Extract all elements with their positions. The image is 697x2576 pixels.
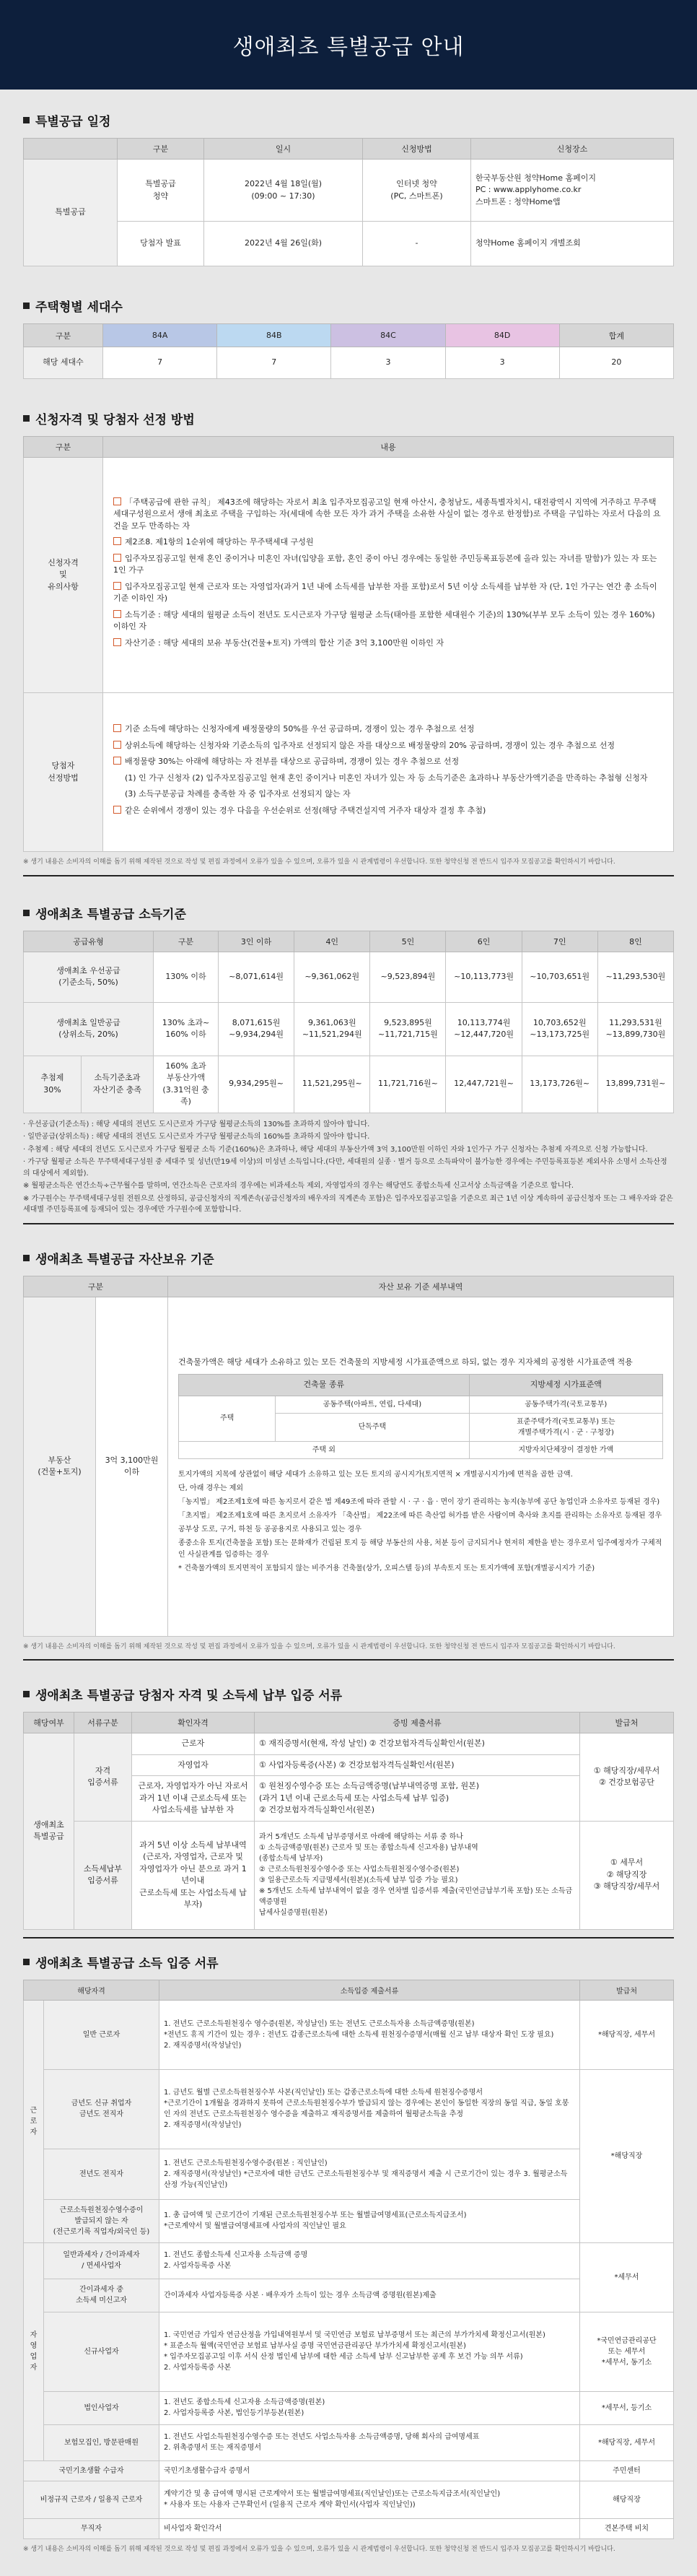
disclaimer-note: ※ 생기 내용은 소비자의 이해를 돕기 위해 제작된 것으로 작성 및 편집 과정에서 오류가 있을 수 있으며, 오류가 있을 시 관계법령이 우선합니다. 또한 청약신청 전 반드시 입주자 모집공고를 확인하시기 바랍니다.	[23, 2545, 615, 2553]
table-cell: 11,521,295원~	[294, 1056, 370, 1113]
table-cell: 인터넷 청약 (PC, 스마트폰)	[363, 160, 471, 222]
asset-title-text: 생애최초 특별공급 자산보유 기준	[35, 1252, 214, 1267]
table-cell: ① 해당직장/세무서 ② 건강보험공단	[580, 1733, 674, 1822]
disclaimer-note: ※ 생기 내용은 소비자의 이해를 돕기 위해 제작된 것으로 작성 및 편집 과정에서 오류가 있을 수 있으며, 오류가 있을 시 관계법령이 우선합니다. 또한 청약신청 전 반드시 입주자 모집공고를 확인하시기 바랍니다.	[23, 1642, 615, 1650]
qual-title-text: 신청자격 및 당첨자 선정 방법	[35, 413, 195, 427]
docs-section	[0, 1685, 697, 1938]
table-cell: 간이과세자 중 소득세 미신고자	[44, 2279, 159, 2312]
page-title: 생애최초 특별공급 안내	[232, 35, 465, 60]
table-cell: 당첨자 발표	[118, 222, 204, 266]
table-cell: 3	[445, 347, 559, 379]
bullet-square-icon	[23, 1255, 30, 1261]
table-cell: ~9,361,062원	[294, 952, 370, 1002]
header-cell: 구분	[24, 1276, 168, 1297]
asset-title	[23, 1249, 674, 1267]
table-cell: 130% 초과~ 160% 이하	[154, 1002, 219, 1056]
row-header: 생애최초 우선공급 (기준소득, 50%)	[24, 952, 154, 1002]
header-cell: 구분	[154, 931, 219, 952]
income-docs-section	[0, 1953, 697, 2555]
table-cell: 13,899,731원~	[597, 1056, 673, 1113]
table-cell: 10,703,652원 ~13,173,725원	[522, 1002, 597, 1056]
table-cell: 자영업자	[132, 1754, 255, 1776]
table-cell: 9,361,063원 ~11,521,294원	[294, 1002, 370, 1056]
list-item-text: 「주택공급에 관한 규칙」 제43조에 해당하는 자로서 최초 입주자모집공고일 현재 아산시, 충청남도, 세종특별자치시, 대전광역시 지역에 거주하고 무주택세대구성원으로서 생애 최초로 주택을 구입하는 자(세대에 속한 모든 자가 과거 주택을 소유한 사실이 없는 경우로 한정함)로 주택을 구입하는 자로서 다음의 요건을 모두 만족하는 자	[113, 497, 661, 531]
note-line: ※ 가구원수는 무주택세대구성원 전원으로 산정하되, 공급신청자의 직계존속(공급신청자의 배우자의 직계존속 포함)은 입주자모집공고일을 기준으로 최근 1년 이상 계속하여 공급신청자 또는 그 배우자와 같은 세대별 주민등록표에 등재되어 있는 경우에만 가구원수에 포함합니다.	[23, 1194, 673, 1214]
row-header: 특별공급	[24, 160, 118, 266]
income-docs-title-text: 생애최초 특별공급 소득 입증 서류	[35, 1956, 219, 1971]
table-cell: 일반 근로자	[44, 2000, 159, 2069]
list-item	[113, 740, 663, 752]
header-cell: 발급처	[580, 1713, 674, 1733]
checkbox-icon	[113, 638, 121, 646]
table-cell: 주민센터	[580, 2460, 674, 2481]
checkbox-icon	[113, 610, 121, 618]
table-cell: 과거 5년 이상 소득세 납부내역 (근로자, 자영업자, 근로자 및 자영업자가 아닌 분으로 과거 1년이내 근로소득세 또는 사업소득세 납부자)	[132, 1821, 255, 1929]
banner	[0, 0, 697, 90]
table-cell: 한국부동산원 청약Home 홈페이지 PC : www.applyhome.co.kr 스마트폰 : 청약Home앱	[471, 160, 674, 222]
table-cell: 주택	[179, 1396, 276, 1441]
table-cell: 금년도 신규 취업자 금년도 전직자	[44, 2069, 159, 2149]
income-title	[23, 904, 674, 922]
table-cell: 계약기간 및 총 급여액 명시된 근로계약서 또는 월별급여명세표(직인날인)또는 근로소득지급조서(직인날인) * 사용자 또는 사용자 근무확인서 (일용직 근로자 계약 확인서(사업자 직인날인))	[159, 2481, 580, 2518]
land-rule: 단, 아래 경우는 제외	[178, 1484, 244, 1492]
checkbox-icon	[113, 757, 121, 765]
units-table	[23, 323, 674, 379]
header-cell: 신청장소	[471, 139, 674, 160]
table-cell: 공동주택가격(국토교통부)	[469, 1396, 662, 1413]
table-cell: 12,447,721원~	[446, 1056, 522, 1113]
bullet-square-icon	[23, 117, 30, 123]
table-cell: 2022년 4월 26일(화)	[204, 222, 363, 266]
income-docs-table	[23, 1980, 674, 2539]
header-cell: 구분	[24, 324, 103, 347]
bullet-square-icon	[23, 303, 30, 309]
header-cell: 구분	[118, 139, 204, 160]
table-cell: 국민기초생활수급자 증명서	[159, 2460, 580, 2481]
table-cell: 1. 총 급여액 및 근로기간이 기재된 근로소득원천징수부 또는 월별급여명세표(근로소득지급조서) *근로계약서 및 월별급여명세표에 사업자의 직인날인 필요	[159, 2199, 580, 2242]
table-cell: *세무서, 등기소	[580, 2391, 674, 2424]
checkbox-icon	[113, 497, 121, 505]
checkbox-icon	[113, 537, 121, 545]
list-item-text: 소득기준 : 해당 세대의 월평균 소득이 전년도 도시근로자 가구당 월평균 소득(태아를 포함한 세대원수 기준)의 130%(부부 모두 소득이 있는 경우 160%) 이하인 자	[113, 609, 655, 632]
land-rules	[178, 1469, 663, 1575]
section-divider	[23, 1659, 674, 1661]
unit-type-84a: 84A	[103, 324, 217, 347]
checkbox-icon	[113, 741, 121, 749]
list-item-text: 입주자모집공고일 현재 근로자 또는 자영업자(과거 1년 내에 소득세를 납부한 자를 포함)로서 5년 이상 소득세를 납부한 자 (단, 1인 가구는 연간 총 소득이 기준 이하인 자)	[113, 581, 657, 604]
row-header: 해당 세대수	[24, 347, 103, 379]
table-cell: 전년도 전직자	[44, 2149, 159, 2199]
bullet-square-icon	[23, 1959, 30, 1965]
table-cell: 10,113,774원 ~12,447,720원	[446, 1002, 522, 1056]
row-header: 당첨자 선정방법	[24, 693, 103, 852]
land-rule: 「농지법」 제2조제1호에 따른 농지로서 같은 법 제49조에 따라 관할 시 · 구 · 읍 · 면이 장기 관리하는 농지(농부에 공단 농업인과 소유자로 등재된 경우)	[178, 1497, 660, 1506]
docs-table	[23, 1712, 674, 1930]
table-cell: 근로자, 자영업자가 아닌 자로서 과거 1년 이내 근로소득세 또는 사업소득세를 납부한 자	[132, 1776, 255, 1822]
qual-table	[23, 436, 674, 852]
note-line: · 우선공급(기준소득) : 해당 세대의 전년도 도시근로자 가구당 월평균소득의 130%를 초과하지 않아야 합니다.	[23, 1120, 370, 1128]
qual-title	[23, 409, 674, 427]
header-cell: 확인자격	[132, 1713, 255, 1733]
schedule-section	[0, 111, 697, 266]
selection-list	[103, 693, 674, 852]
table-cell: 1. 금년도 월별 근로소득원천징수부 사본(직인날인) 또는 갑종근로소득에 대한 소득세 원천징수증명서 *근로기간이 1개월을 경과하지 못하여 근로소득원천징수부가 발급되지 않는 경우에는 본인이 동일한 직장의 동일 직급, 동일 호봉인 자의 전년도 근로소득원천징수 영수증을 제출하고 재직증명서를 제출하여 월평균소득을 추정 2. 재직증명서(작성날인)	[159, 2069, 580, 2149]
header-cell: 소득입증 제출서류	[159, 1980, 580, 2000]
table-cell: 지방자치단체장이 결정한 가액	[469, 1441, 662, 1458]
land-rule: * 건축물가액의 토지면적이 포함되지 않는 비주거용 건축물(상가, 오피스텔 등)의 부속토지 또는 토지가액에 포함(개별공시지가 기준)	[178, 1564, 595, 1572]
table-cell: 보험모집인, 방문판매원	[44, 2424, 159, 2460]
table-cell: 근로소득원천징수영수증이 발급되지 않는 자 (전근로기록 직업자/외국인 등)	[44, 2199, 159, 2242]
table-cell: 해당직장	[580, 2481, 674, 2518]
list-item	[113, 536, 663, 549]
header-cell: 자산 보유 기준 세부내역	[168, 1276, 674, 1297]
row-header: 생애최초 일반공급 (상위소득, 20%)	[24, 1002, 154, 1056]
header-cell: 건축물 종류	[179, 1375, 470, 1396]
table-cell: ① 재직증명서(현재, 작성 날인) ② 건강보험자격득실확인서(원본)	[255, 1733, 580, 1755]
note-line: · 일반공급(상위소득) : 해당 세대의 전년도 도시근로자 가구당 월평균소득의 160%를 초과하지 않아야 합니다.	[23, 1133, 370, 1141]
row-header: 근 로 자	[24, 2000, 44, 2242]
row-header: 부동산 (건물+토지)	[24, 1297, 96, 1636]
table-cell: 11,293,531원 ~13,899,730원	[597, 1002, 673, 1056]
table-cell: 간이과세자 사업자등록증 사본 · 배우자가 소득이 있는 경우 소득금액 증명원(원본)제출	[159, 2279, 580, 2312]
list-item-text: 배정물량 30%는 아래에 해당하는 자 전부를 대상으로 공급하며, 경쟁이 있는 경우 추첨으로 선정	[125, 757, 460, 766]
units-title	[23, 297, 674, 315]
unit-type-84d: 84D	[445, 324, 559, 347]
land-rule: 공부상 도로, 구거, 하천 등 공공용지로 사용되고 있는 경우	[178, 1525, 361, 1533]
row-header: 소득기준초과 자산기준 충족	[82, 1056, 154, 1113]
income-title-text: 생애최초 특별공급 소득기준	[35, 907, 186, 922]
bullet-square-icon	[23, 1691, 30, 1697]
asset-detail	[168, 1297, 674, 1636]
table-cell: ① 원천징수영수증 또는 소득금액증명(납부내역증명 포함, 원본) (과거 1년 이내 근로소득세 또는 사업소득세 납부 입증) ② 건강보험자격득실확인서(원본)	[255, 1776, 580, 1822]
income-table	[23, 931, 674, 1113]
table-cell: 1. 전년도 근로소득원천징수 영수증(원본, 작성날인) 또는 전년도 근로소득자용 소득금액증명(원본) *전년도 휴직 기간이 있는 경우 : 전년도 갑종근로소득에 대한 소득세 원천징수증명서(매월 신고 납부 대상자 확인 도장 필요) 2. 재직증명서(작성날인)	[159, 2000, 580, 2069]
header-cell: 7인	[522, 931, 597, 952]
row-header: 신청자격 및 유의사항	[24, 458, 103, 693]
checkbox-icon	[113, 582, 121, 590]
note-line: · 가구당 월평균 소득은 무주택세대구성원 중 세대주 및 성년(만19세 이상)의 미성년 소득입니다.(다만, 세대원의 실종 · 별거 등으로 소득파악이 불가능한 경우에는 주민등록표등본 제외사유 소명서 소득산정의 대상에서 제외함).	[23, 1158, 667, 1178]
list-item	[113, 638, 663, 650]
list-item-text: 입주자모집공고일 현재 혼인 중이거나 미혼인 자녀(입양을 포함, 혼인 중이 아닌 경우에는 동일한 주민등록표등본에 올라 있는 자녀를 말함)가 있는 자 또는 1인 가구	[113, 553, 657, 575]
land-rule: 종중소유 토지(건축물을 포함) 또는 문화재가 건립된 토지 등 해당 부동산의 사용, 처분 등이 금지되거나 현저히 제한을 받는 경우로서 입주예정자가 구체적인 사실관계를 입증하는 경우	[178, 1539, 662, 1559]
table-cell: 신규사업자	[44, 2312, 159, 2391]
table-cell: ~9,523,894원	[370, 952, 446, 1002]
table-cell: *해당직장, 세무서	[580, 2424, 674, 2460]
schedule-table	[23, 138, 674, 266]
qualification-list	[103, 458, 674, 693]
asset-section	[0, 1249, 697, 1661]
table-cell: 주택 외	[179, 1441, 470, 1458]
header-cell: 지방세정 시가표준액	[469, 1375, 662, 1396]
land-rule: 「초지법」 제2조제1호에 따른 초지로서 소유자가 「축산법」 제22조에 따른 축산업 허가를 받은 사람이며 축사와 초지를 관리하는 소유자로 등재된 경우	[178, 1511, 662, 1520]
bullet-square-icon	[23, 415, 30, 422]
table-cell: -	[363, 222, 471, 266]
table-cell: 표준주택가격(국토교통부) 또는 개별주택가격(시 · 군 · 구청장)	[469, 1413, 662, 1441]
table-cell: 7	[217, 347, 331, 379]
section-divider	[23, 1223, 674, 1224]
list-item-text: 자산기준 : 해당 세대의 보유 부동산(건물+토지) 가액의 합산 기준 3억 3,100만원 이하인 자	[125, 638, 444, 648]
asset-intro: 건축물가액은 해당 세대가 소유하고 있는 모든 건축물의 지방세정 시가표준액으로 하되, 없는 경우 지자체의 공정한 시가표준액 적용	[178, 1357, 633, 1367]
table-cell: 견본주택 비치	[580, 2518, 674, 2538]
table-cell: 근로자	[132, 1733, 255, 1755]
units-section	[0, 297, 697, 379]
building-value-table	[178, 1374, 663, 1459]
list-item	[113, 773, 663, 785]
table-cell: 비정규직 근로자 / 일용직 근로자	[24, 2481, 159, 2518]
checkbox-icon	[113, 724, 121, 732]
header-cell: 6인	[446, 931, 522, 952]
table-cell: 공동주택(아파트, 연립, 다세대)	[276, 1396, 469, 1413]
docs-title	[23, 1685, 674, 1703]
table-cell: 비사업자 확인각서	[159, 2518, 580, 2538]
row-header: 소득세납부 입증서류	[74, 1821, 132, 1929]
list-item	[113, 756, 663, 768]
table-cell: ~8,071,614원	[219, 952, 294, 1002]
table-cell: *해당직장	[580, 2069, 674, 2242]
table-cell: 13,173,726원~	[522, 1056, 597, 1113]
section-divider	[23, 1937, 674, 1938]
qual-section	[0, 409, 697, 876]
list-item-text: (1) 인 가구 신청자 (2) 입주자모집공고일 현재 혼인 중이거나 미혼인 자녀가 있는 자 등 소득기준은 초과하나 부동산가액기준을 만족하는 추첨형 신청자	[125, 773, 648, 783]
header-cell: 발급처	[580, 1980, 674, 2000]
note-line: ※ 월평균소득은 연간소득÷근무월수를 말하며, 연간소득은 근로자의 경우에는 비과세소득 제외, 자영업자의 경우는 해당연도 종합소득세 신고서상 소득금액을 기준으로 합니다.	[23, 1182, 574, 1190]
schedule-title	[23, 111, 674, 129]
table-cell: 160% 초과 부동산가액 (3.31억원 충족)	[154, 1056, 219, 1113]
disclaimer-note: ※ 생기 내용은 소비자의 이해를 돕기 위해 제작된 것으로 작성 및 편집 과정에서 오류가 있을 수 있으며, 오류가 있을 시 관계법령이 우선합니다. 또한 청약신청 전 반드시 입주자 모집공고를 확인하시기 바랍니다.	[23, 858, 615, 866]
row-header: 생애최초 특별공급	[24, 1733, 74, 1930]
table-cell: 일반과세자 / 간이과세자 / 면세사업자	[44, 2242, 159, 2279]
table-cell: *해당직장, 세무서	[580, 2000, 674, 2069]
list-item-text: 제2조8. 제1항의 1순위에 해당하는 무주택세대 구성원	[125, 537, 314, 547]
table-cell: 1. 전년도 종합소득세 신고자용 소득금액 증명 2. 사업자등록증 사본	[159, 2242, 580, 2279]
header-spacer	[24, 139, 118, 160]
header-cell: 일시	[204, 139, 363, 160]
table-cell: *세무서	[580, 2242, 674, 2312]
table-cell: 8,071,615원 ~9,934,294원	[219, 1002, 294, 1056]
asset-table	[23, 1276, 674, 1637]
header-cell: 해당여부	[24, 1713, 74, 1733]
header-cell: 4인	[294, 931, 370, 952]
header-cell: 신청방법	[363, 139, 471, 160]
table-cell: 11,721,716원~	[370, 1056, 446, 1113]
table-cell: 2022년 4월 18일(월) (09:00 ~ 17:30)	[204, 160, 363, 222]
units-title-text: 주택형별 세대수	[35, 300, 123, 315]
unit-type-84c: 84C	[331, 324, 445, 347]
table-cell: 청약Home 홈페이지 개별조회	[471, 222, 674, 266]
header-cell: 5인	[370, 931, 446, 952]
header-cell: 공급유형	[24, 931, 154, 952]
table-cell: *국민연금관리공단 또는 세무서 *세무서, 동기소	[580, 2312, 674, 2391]
header-cell: 서류구분	[74, 1713, 132, 1733]
checkbox-icon	[113, 806, 121, 814]
list-item	[113, 497, 663, 533]
row-header: 자격 입증서류	[74, 1733, 132, 1822]
table-cell: 20	[559, 347, 673, 379]
table-cell: ① 세무서 ② 해당직장 ③ 해당직장/세무서	[580, 1821, 674, 1929]
income-docs-title	[23, 1953, 674, 1971]
table-cell: 법인사업자	[44, 2391, 159, 2424]
income-section	[0, 904, 697, 1224]
header-cell: 8인	[597, 931, 673, 952]
table-cell: 단독주택	[276, 1413, 469, 1441]
table-cell: 과거 5개년도 소득세 납부증명서로 아래에 해당하는 서류 중 하나 ① 소득금액증명(원본) 근로자 및 또는 종합소득세 신고자용) 납부내역 (종합소득세 납부자) ② 근로소득원천징수영수증 또는 사업소득원천징수영수증(원본) ③ 일용근로소득 지급명세서(원본)(소득세 납부 입증 가능 필요) ※ 5개년도 소득세 납부내역이 없을 경우 연차별 입증서류 제출(국민연금납부기록 포함) 또는 소득금액증명원 납세사실증명원(원본)	[255, 1821, 580, 1929]
list-item	[113, 609, 663, 633]
row-header: 추첨제 30%	[24, 1056, 82, 1113]
list-item-text: (3) 소득구분공급 차례를 충족한 자 중 입주자로 선정되지 않는 자	[125, 789, 351, 799]
table-cell: 9,934,295원~	[219, 1056, 294, 1113]
list-item-text: 기준 소득에 해당하는 신청자에게 배정물량의 50%를 우선 공급하며, 경쟁이 있는 경우 추첨으로 선정	[125, 724, 475, 734]
asset-limit: 3억 3,100만원 이하	[96, 1297, 168, 1636]
list-item	[113, 553, 663, 577]
header-cell: 3인 이하	[219, 931, 294, 952]
table-cell: ~11,293,530원	[597, 952, 673, 1002]
header-cell: 구분	[24, 437, 103, 458]
list-item-text: 같은 순위에서 경쟁이 있는 경우 다음을 우선순위로 선정(해당 주택건설지역 거주자 대상자 결정 후 추첨)	[125, 805, 486, 815]
schedule-title-text: 특별공급 일정	[35, 115, 111, 129]
table-cell: 국민기초생활 수급자	[24, 2460, 159, 2481]
docs-title-text: 생애최초 특별공급 당첨자 자격 및 소득세 납부 입증 서류	[35, 1689, 343, 1703]
table-cell: 1. 국민연금 가입자 연금산정을 가입내역원부서 및 국민연금 보험료 납부증명서 또는 최근의 부가가치세 확정신고서(원본) * 표준소득 월액(국민연금 보험료 납부사실 증명 국민연금관리공단 부가가치세 확정신고서(원본) * 입주자모집공고일 이후 서식 산정 법인세 납부에 대한 세금 소득세 납부 신고납부한 공제 후 보건 가능 의무 서류) 2. 사업자등록증 사본	[159, 2312, 580, 2391]
header-cell: 해당자격	[24, 1980, 159, 2000]
list-item	[113, 805, 663, 817]
list-item-text: 상위소득에 해당하는 신청자와 기준소득의 입주자로 선정되지 않은 자를 대상으로 배정물량의 20% 공급하며, 경쟁이 있는 경우 추첨으로 선정	[125, 740, 615, 750]
income-notes	[23, 1119, 674, 1216]
land-rule: 토지가액의 지목에 상관없이 해당 세대가 소유하고 있는 모든 토지의 공시지가(토지면적 × 개별공시지가)에 면적을 곱한 금액.	[178, 1470, 573, 1479]
table-cell: ~10,703,651원	[522, 952, 597, 1002]
table-cell: ~10,113,773원	[446, 952, 522, 1002]
table-cell: 특별공급 청약	[118, 160, 204, 222]
unit-type-84b: 84B	[217, 324, 331, 347]
section-divider	[23, 875, 674, 876]
bullet-square-icon	[23, 910, 30, 916]
header-cell: 합계	[559, 324, 673, 347]
table-cell: 130% 이하	[154, 952, 219, 1002]
table-cell: 무직자	[24, 2518, 159, 2538]
table-cell: 9,523,895원 ~11,721,715원	[370, 1002, 446, 1056]
list-item	[113, 581, 663, 605]
table-cell: 1. 전년도 사업소득원천징수영수증 또는 전년도 사업소득자용 소득금액증명, 당해 회사의 급여명세표 2. 위촉증명서 또는 재직증명서	[159, 2424, 580, 2460]
table-cell: 7	[103, 347, 217, 379]
header-cell: 증빙 제출서류	[255, 1713, 580, 1733]
table-cell: 1. 전년도 근로소득원천징수영수증(원본 : 직인날인) 2. 재직증명서(작성날인) *근로자에 대한 금년도 근로소득원천징수부 및 재직증명서 제출 시 근로기간이 있는 경우 3. 월평균소득 산정 가능(직인날인)	[159, 2149, 580, 2199]
list-item	[113, 723, 663, 736]
checkbox-icon	[113, 554, 121, 562]
list-item	[113, 788, 663, 801]
header-cell: 내용	[103, 437, 674, 458]
table-cell: 3	[331, 347, 445, 379]
table-cell: ① 사업자등록증(사본) ② 건강보험자격득실확인서(원본)	[255, 1754, 580, 1776]
note-line: · 추첨제 : 해당 세대의 전년도 도시근로자 가구당 월평균 소득 기준(160%)은 초과하나, 해당 세대의 부동산가액 3억 3,100만원 이하인 자와 1인가구 가구 신청자는 추첨제 자격으로 신청 가능합니다.	[23, 1145, 648, 1154]
row-header: 자 영 업 자	[24, 2242, 44, 2460]
table-cell: 1. 전년도 종합소득세 신고자용 소득금액증명(원본) 2. 사업자등록증 사본, 법인등기부등본(원본)	[159, 2391, 580, 2424]
